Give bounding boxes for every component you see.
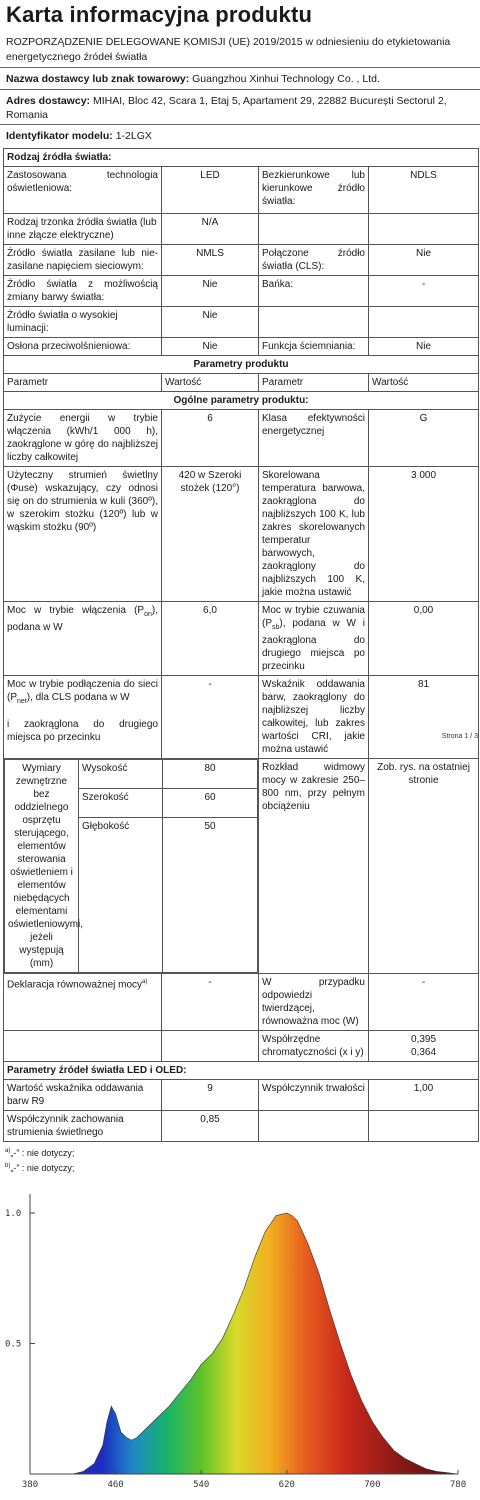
dimensions-cell — [4, 759, 259, 974]
spectrum-area — [30, 1213, 458, 1474]
dimensions-label: Wymiary zewnętrzne bez oddzielnego osprzętu sterującego, elementów sterowania oświetleniem i elementów niebędących elementami oświetleniowymi, jeżeli występują (mm) — [5, 760, 79, 973]
table-row — [4, 410, 479, 467]
divider — [0, 67, 480, 68]
table-row — [4, 392, 479, 410]
table-cell: Rodzaj trzonka źródła światła (lub inne złącze elektryczne) — [4, 214, 162, 245]
table-row — [4, 759, 479, 974]
table-cell — [369, 1111, 479, 1142]
spectrum-chart — [0, 1188, 480, 1500]
supplier-value: Guangzhou Xinhui Technology Co. , Ltd. — [192, 73, 380, 85]
table-cell: LED — [162, 167, 259, 214]
table-row — [4, 1031, 479, 1062]
table-cell: - — [369, 276, 479, 307]
table-row — [4, 245, 479, 276]
table-cell — [369, 307, 479, 338]
column-header: Parametr — [259, 374, 369, 392]
table-cell: - — [162, 974, 259, 1031]
table-cell: Nie — [369, 338, 479, 356]
table-cell: 9 — [162, 1080, 259, 1111]
table-cell: 3 000 — [369, 467, 479, 602]
table-cell: Skorelowana temperatura barwowa, zaokrąglona do najbliższych 100 K, lub zakres skorelowanych temperatur barwowych, zaokrąglony do najbliższych 100 K, jakie można ustawić — [259, 467, 369, 602]
table-cell: Rozkład widmowy mocy w zakresie 250–800 nm, przy pełnym obciążeniu — [259, 759, 369, 974]
table-cell: - — [369, 974, 479, 1031]
led-header: Parametry źródeł światła LED i OLED: — [4, 1062, 479, 1080]
table-row — [4, 167, 479, 214]
supplier-row — [6, 72, 380, 86]
table-cell: Zastosowana technologia oświetleniowa: — [4, 167, 162, 214]
table-cell: Moc w trybie czuwania $(P_{sb})$, podana w W i zaokrąglona do drugiego miejsca po przecinku — [259, 602, 369, 676]
x-tick-label: 780 — [449, 1480, 467, 1490]
y-tick-label: 1.0 — [5, 1209, 22, 1220]
x-tick-label: 460 — [107, 1480, 124, 1490]
x-tick-label: 380 — [21, 1480, 39, 1490]
table-row — [4, 1111, 479, 1142]
table-cell: 0,395 0,364 — [369, 1031, 479, 1062]
table-cell: 0,85 — [162, 1111, 259, 1142]
table-row — [4, 602, 479, 676]
column-header: Parametr — [4, 374, 162, 392]
footnote-b: $^{b)}$„-” : nie dotyczy; — [5, 1163, 75, 1173]
page-title: Karta informacyjna produktu — [6, 2, 313, 27]
table-cell: 1,00 — [369, 1080, 479, 1111]
supplier-label: Nazwa dostawcy lub znak towarowy: — [6, 73, 190, 85]
table-row — [4, 374, 479, 392]
table-cell: Połączone źródło światła (CLS): — [259, 245, 369, 276]
footnote-a: $^{a)}$„-” : nie dotyczy; — [5, 1148, 75, 1158]
table-cell: - — [162, 676, 259, 759]
model-value: 1-2LGX — [115, 130, 152, 142]
product-info-table — [3, 148, 479, 1142]
table-row — [4, 149, 479, 167]
table-cell — [369, 214, 479, 245]
table-cell: Źródło światła z możliwością zmiany barwy światła: — [4, 276, 162, 307]
table-row — [4, 1062, 479, 1080]
source-type-header: Rodzaj źródła światła: — [4, 149, 479, 167]
dimension-name: Wysokość — [79, 760, 163, 789]
table-cell: Bezkierunkowe lub kierunkowe źródło światła: — [259, 167, 369, 214]
table-cell: Współczynnik zachowania strumienia świetlnego — [4, 1111, 162, 1142]
table-cell — [4, 1031, 162, 1062]
dimension-name: Szerokość — [79, 789, 163, 818]
column-header: Wartość — [162, 374, 259, 392]
table-cell: Zużycie energii w trybie włączenia (kWh/1 000 h), zaokrąglone w górę do najbliższej liczby całkowitej — [4, 410, 162, 467]
table-row — [4, 676, 479, 759]
dimension-value: 50 — [163, 818, 258, 973]
table-cell: Nie — [369, 245, 479, 276]
table-cell: 6 — [162, 410, 259, 467]
table-cell: Klasa efektywności energetycznej — [259, 410, 369, 467]
table-cell: Funkcja ściemniania: — [259, 338, 369, 356]
table-cell: Nie — [162, 276, 259, 307]
column-header: Wartość — [369, 374, 479, 392]
general-params-header: Ogólne parametry produktu: — [4, 392, 479, 410]
params-header: Parametry produktu — [4, 356, 479, 374]
table-cell: Wartość wskaźnika oddawania barw R9 — [4, 1080, 162, 1111]
y-tick-label: 0.5 — [5, 1339, 22, 1350]
table-row — [4, 214, 479, 245]
table-cell: Współrzędne chromatyczności (x i y) — [259, 1031, 369, 1062]
address-label: Adres dostawcy: — [6, 95, 91, 107]
table-cell: Bańka: — [259, 276, 369, 307]
x-tick-label: 700 — [364, 1480, 381, 1490]
table-cell: 420 w Szeroki stożek (120°) — [162, 467, 259, 602]
table-cell: 81 — [369, 676, 479, 759]
dimension-name: Głębokość — [79, 818, 163, 973]
table-row — [4, 356, 479, 374]
table-cell — [259, 1111, 369, 1142]
regulation-text: ROZPORZĄDZENIE DELEGOWANE KOMISJI (UE) 2019/2015 w odniesieniu do etykietowania energetycznego źródeł światła — [6, 36, 451, 63]
table-cell: W przypadku odpowiedzi twierdzącej, równoważna moc (W) — [259, 974, 369, 1031]
table-cell: 0,00 — [369, 602, 479, 676]
address-value: MIHAI, Bloc 42, Scara 1, Etaj 5, Apartament 29, 22882 București Sectorul 2, Romania — [6, 95, 447, 121]
table-cell: 6,0 — [162, 602, 259, 676]
table-cell: Deklaracja równoważnej mocy$^{a)}$ — [4, 974, 162, 1031]
table-cell — [162, 1031, 259, 1062]
table-cell — [259, 307, 369, 338]
model-row — [6, 129, 152, 143]
table-cell: Źródło światła o wysokiej luminacji: — [4, 307, 162, 338]
page-marker: Strona 1 / 3 — [441, 733, 478, 740]
divider — [0, 124, 480, 125]
table-cell: Zob. rys. na ostatniej stronie — [369, 759, 479, 974]
table-cell: N/A — [162, 214, 259, 245]
table-row — [4, 467, 479, 602]
table-cell: NDLS — [369, 167, 479, 214]
table-cell: Nie — [162, 338, 259, 356]
x-tick-label: 540 — [193, 1480, 210, 1490]
table-cell: Źródło światła zasilane lub nie-zasilane napięciem sieciowym: — [4, 245, 162, 276]
table-row — [4, 338, 479, 356]
table-row — [4, 974, 479, 1031]
divider — [0, 89, 480, 90]
address-row — [6, 94, 472, 122]
table-cell: Współczynnik trwałości — [259, 1080, 369, 1111]
table-row — [4, 276, 479, 307]
table-cell: G — [369, 410, 479, 467]
dimension-value: 80 — [163, 760, 258, 789]
dimension-value: 60 — [163, 789, 258, 818]
table-cell: Wskaźnik oddawania barw, zaokrąglony do najbliższej liczby całkowitej, lub zakres wartości CRI, jakie można ustawić — [259, 676, 369, 759]
table-cell: Nie — [162, 307, 259, 338]
table-row — [4, 307, 479, 338]
model-label: Identyfikator modelu: — [6, 130, 113, 142]
table-cell: Moc w trybie podłączenia do sieci $(P_{net})$, dla CLS podana w W i zaokrąglona do drugiego miejsca po przecinku — [4, 676, 162, 759]
table-row — [4, 1080, 479, 1111]
table-cell: Moc w trybie włączenia $(P_{on})$, podana w W — [4, 602, 162, 676]
table-cell: Osłona przeciwolśnieniowa: — [4, 338, 162, 356]
x-tick-label: 620 — [278, 1480, 295, 1490]
table-cell — [259, 214, 369, 245]
table-cell: Użyteczny strumień świetlny (Φuse) wskazujący, czy odnosi się on do strumienia w kuli (360º), w szerokim stożku (120º) lub w wąskim stożku (90º) — [4, 467, 162, 602]
table-cell: NMLS — [162, 245, 259, 276]
